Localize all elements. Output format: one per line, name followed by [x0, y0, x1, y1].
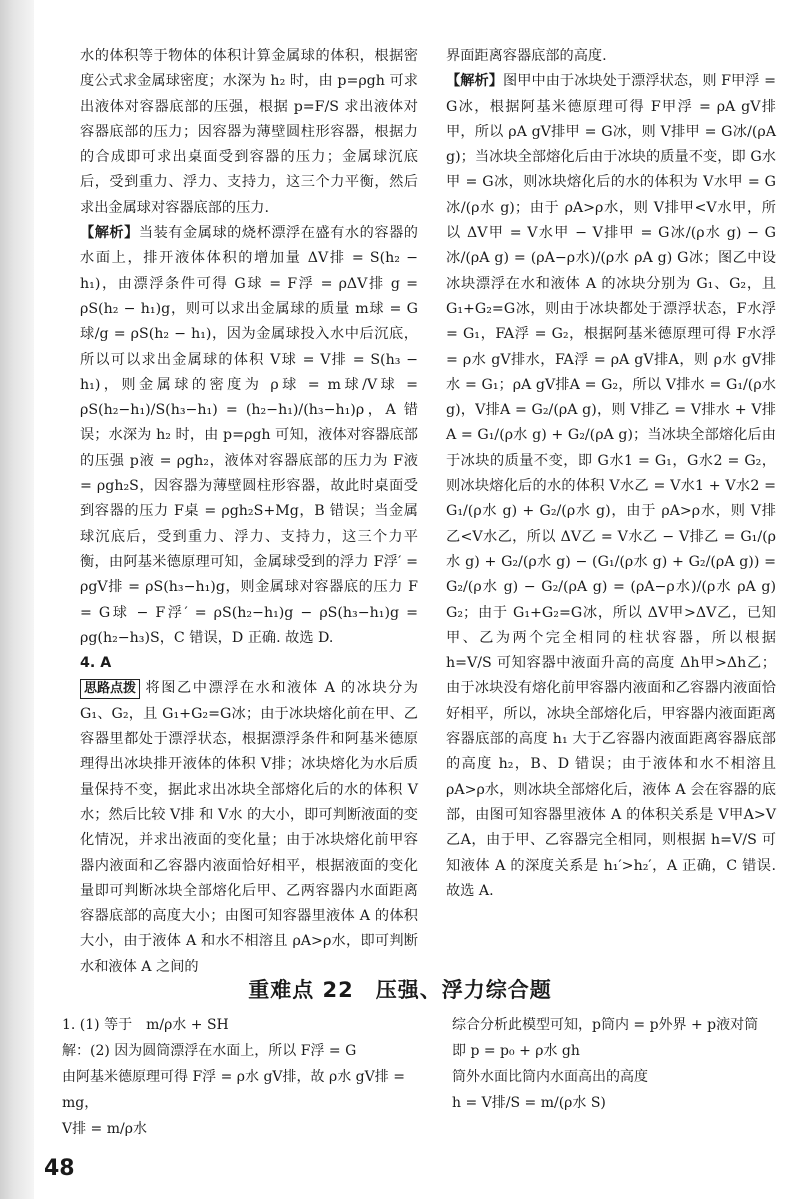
- answer-line-3: 由阿基米德原理可得 F浮 = ρ水 gV排，故 ρ水 gV排 = mg，: [62, 1069, 405, 1111]
- left-para-1: 水的体积等于物体的体积计算金属球的体积，根据密度公式求金属球密度；水深为 h₂ 时，由 p=ρgh 可求出液体对容器底部的压强，根据 p=F/S 求出液体对容器底部的压力；因容器为薄壁圆柱形容器，根据力的合成即可求出桌面受到容器的压力；金属球沉底后，受到重力、浮力、支持力，这三个力平衡，然后求出金属球对容器底部的压力.: [80, 48, 418, 216]
- answer-line-4: V排 = m/ρ水: [62, 1121, 147, 1137]
- left-para-2: [80, 221, 418, 651]
- right-column: [446, 44, 776, 904]
- model-line-2: 即 p = p₀ + ρ水 gh: [452, 1043, 580, 1059]
- analysis-text: 当装有金属球的烧杯漂浮在盛有水的容器的水面上，排开液体体积的增加量 ΔV排 = S(h₂ − h₁)，由漂浮条件可得 G球 = F浮 = ρΔV排 g = ρS(h₂ − h₁)g，则可以求出金属球的质量 m球 = G球/g = ρS(h₂ − h₁)，因为金属球投入水中后沉底，所以可以求出金属球的体积 V球 = V排 = S(h₃ − h₁)，则金属球的密度为 ρ球 = m球/V球 = ρS(h₂−h₁)/S(h₃−h₁) = (h₂−h₁)/(h₃−h₁)ρ，A 错误；水深为 h₂ 时，由 p=ρgh 可知，液体对容器底部的压强 p液 = ρgh₂，液体对容器底部的压力为 F液 = ρgh₂S，因容器为薄壁圆柱形容器，故此时桌面受到容器的压力 F桌 = ρgh₂S+Mg，B 错误；当金属球沉底后，受到重力、浮力、支持力，这三个力平衡，由阿基米德原理可知，金属球受到的浮力 F浮′ = ρgV排 = ρS(h₃−h₁)g，则金属球对容器底的压力 F = G球 − F浮′ = ρS(h₂−h₁)g − ρS(h₃−h₁)g = ρg(h₂−h₃)S，C 错误，D 正确. 故选 D.: [80, 225, 418, 646]
- analysis-label-right: 【解析】: [446, 73, 503, 90]
- right-para-2: [446, 69, 776, 904]
- section-heading: 重难点 22 压强、浮力综合题: [248, 978, 552, 1002]
- bottom-left-block: [62, 1012, 422, 1142]
- book-spine-shadow: [0, 0, 34, 1199]
- bottom-right-block: [452, 1012, 782, 1116]
- left-column: [80, 44, 418, 980]
- analysis-text-right: 图甲中由于冰块处于漂浮状态，则 F甲浮 = G冰，根据阿基米德原理可得 F甲浮 = ρA gV排甲，所以 ρA gV排甲 = G冰，则 V排甲 = G冰/(ρA g)；当冰块全部熔化后由于冰块的质量不变，即 G水甲 = G冰，则冰块熔化后的水的体积为 V水甲 = G冰/(ρ水 g)；由于 ρA>ρ水，则 V排甲<V水甲，所以 ΔV甲 = V水甲 − V排甲 = G冰/(ρ水 g) − G冰/(ρA g) = (ρA−ρ水)/(ρ水 ρA g) G冰；图乙中设冰块漂浮在水和液体 A 的冰块分别为 G₁、G₂，且 G₁+G₂=G冰，则由于冰块都处于漂浮状态，F水浮 = G₁，FA浮 = G₂，根据阿基米德原理可得 F水浮 = ρ水 gV排水，FA浮 = ρA gV排A，则 ρ水 gV排水 = G₁；ρA gV排A = G₂，所以 V排水 = G₁/(ρ水 g)，V排A = G₂/(ρA g)，则 V排乙 = V排水 + V排A = G₁/(ρ水 g) + G₂/(ρA g)；当冰块全部熔化后由于冰块的质量不变，即 G水1 = G₁，G水2 = G₂，则冰块熔化后的水的体积 V水乙 = V水1 + V水2 = G₁/(ρ水 g) + G₂/(ρ水 g)，由于 ρA>ρ水，则 V排乙<V水乙，所以 ΔV乙 = V水乙 − V排乙 = G₁/(ρ水 g) + G₂/(ρ水 g) − (G₁/(ρ水 g) + G₂/(ρA g)) = G₂/(ρ水 g) − G₂/(ρA g) = (ρA−ρ水)/(ρ水 ρA g) G₂；由于 G₁+G₂=G冰，所以 ΔV甲>ΔV乙，已知甲、乙为两个完全相同的柱状容器，所以根据 h=V/S 可知容器中液面升高的高度 Δh甲>Δh乙；由于冰块没有熔化前甲容器内液面和乙容器内液面恰好相平，所以，冰块全部熔化后，甲容器内液面距离容器底部的高度 h₁ 大于乙容器内液面距离容器底部的高度 h₂，B、D 错误；由于液体和水不相溶且 ρA>ρ水，则冰块全部熔化后，液体 A 会在容器的底部，由图可知容器里液体 A 的体积关系是 V甲A>V乙A，由于甲、乙容器完全相同，则根据 h=V/S 可知液体 A 的深度关系是 h₁′>h₂′，A 正确，C 错误. 故选 A.: [446, 73, 776, 899]
- question-4-answer: 4. A: [80, 655, 112, 672]
- left-para-3: [80, 676, 418, 980]
- model-line-1: 综合分析此模型可知，p筒内 = p外界 + p液对筒: [452, 1017, 759, 1033]
- tip-text: 将图乙中漂浮在水和液体 A 的冰块分为 G₁、G₂，且 G₁+G₂=G冰；由于冰块熔化前在甲、乙容器里都处于漂浮状态，根据漂浮条件和阿基米德原理得出冰块排开液体的体积 V排；冰块熔化为水后质量保持不变，据此求出冰块全部熔化后的水的体积 V水；然后比较 V排 和 V水 的大小，即可判断液面的变化情况，并求出液面的变化量；由于冰块熔化前甲容器内液面和乙容器内液面恰好相平，根据液面的变化量即可判断冰块全部熔化后甲、乙两容器内水面距离容器底部的高度大小；由图可知容器里液体 A 的体积大小，由于液体 A 和水不相溶且 ρA>ρ水，即可判断水和液体 A 之间的: [80, 680, 418, 975]
- analysis-label: 【解析】: [80, 225, 139, 242]
- page-number: 48: [44, 1156, 75, 1181]
- answer-line-1: 1. (1) 等于 m/ρ水 + SH: [62, 1017, 229, 1033]
- model-line-3: 筒外水面比筒内水面高出的高度: [452, 1069, 648, 1085]
- model-line-4: h = V排/S = m/(ρ水 S): [452, 1095, 606, 1111]
- answer-line-2: 解：(2) 因为圆筒漂浮在水面上，所以 F浮 = G: [62, 1043, 357, 1059]
- right-para-1: 界面距离容器底部的高度.: [446, 48, 607, 64]
- tip-label: 思路点拨: [80, 679, 140, 699]
